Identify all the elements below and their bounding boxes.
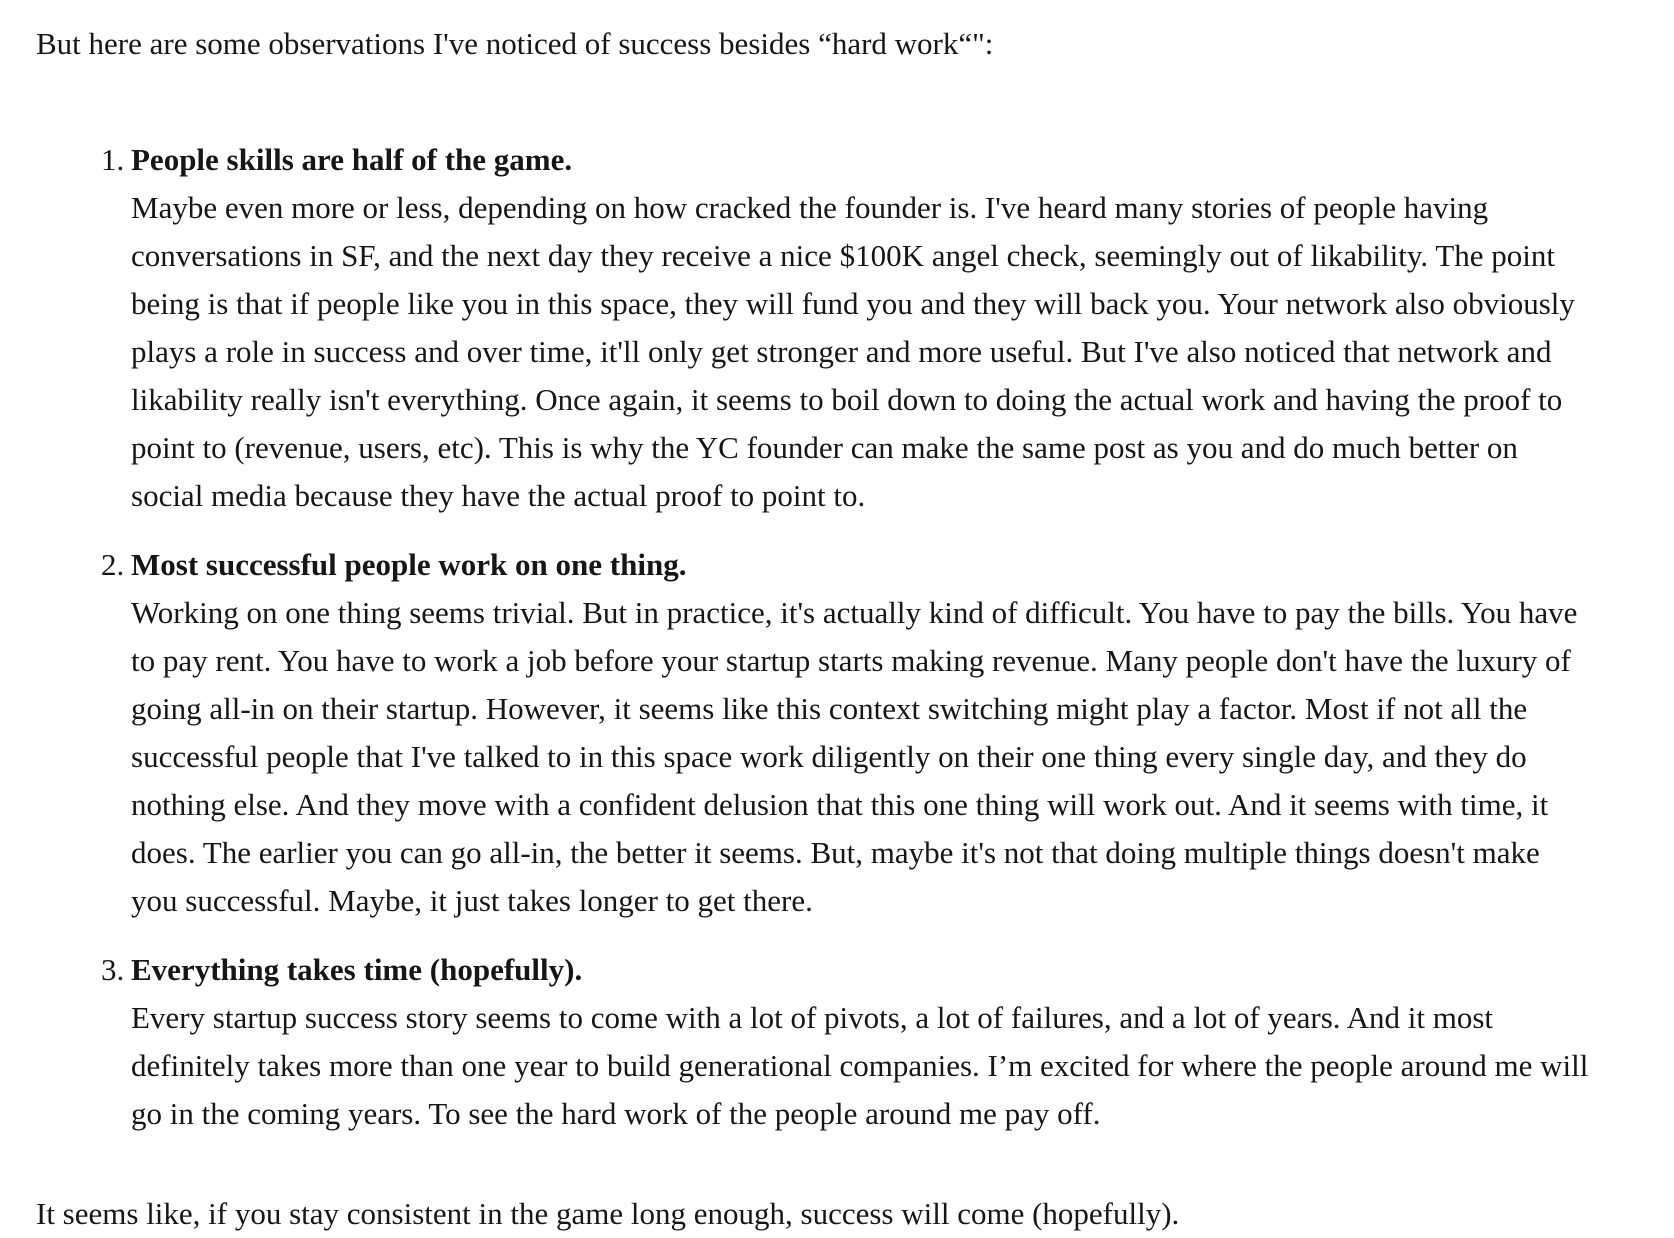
text-line: go in the coming years. To see the hard work of the people around me pay off. — [131, 1096, 1101, 1131]
text-line: social media because they have the actual proof to point to. — [131, 478, 866, 513]
text-line: Working on one thing seems trivial. But in practice, it's actually kind of difficult. You have to pay the bills. You have — [131, 595, 1578, 630]
text-line: going all-in on their startup. However, it seems like this context switching might play a factor. Most if not all the — [131, 691, 1528, 726]
observation-number: 2. — [101, 547, 125, 582]
observation-heading: Everything takes time (hopefully). — [131, 952, 583, 987]
text-line: Maybe even more or less, depending on how cracked the founder is. I've heard many stories of people having — [131, 190, 1489, 225]
text-line: likability really isn't everything. Once again, it seems to boil down to doing the actual work and having the proof to — [131, 382, 1563, 417]
observation-text — [131, 589, 1591, 925]
observation-heading: People skills are half of the game. — [131, 142, 573, 177]
text-line: to pay rent. You have to work a job before your startup starts making revenue. Many people don't have the luxury of — [131, 643, 1571, 678]
text-line: conversations in SF, and the next day they receive a nice $100K angel check, seemingly out of likability. The point — [131, 238, 1556, 273]
text-line: point to (revenue, users, etc). This is why the YC founder can make the same post as you and do much better on — [131, 430, 1518, 465]
observation-heading: Most successful people work on one thing. — [131, 547, 687, 582]
observation-text — [131, 994, 1591, 1138]
observation-text — [131, 184, 1591, 520]
text-line: successful people that I've talked to in this space work diligently on their one thing every single day, and they do — [131, 739, 1527, 774]
closing-paragraph: It seems like, if you stay consistent in the game long enough, success will come (hopefully). — [36, 1196, 1180, 1231]
text-line: you successful. Maybe, it just takes longer to get there. — [131, 883, 813, 918]
observation-number: 3. — [101, 952, 125, 987]
text-line: being is that if people like you in this space, they will fund you and they will back you. Your network also obviously — [131, 286, 1575, 321]
observation-number: 1. — [101, 142, 125, 177]
text-line: Every startup success story seems to come with a lot of pivots, a lot of failures, and a lot of years. And it most — [131, 1000, 1494, 1035]
text-line: nothing else. And they move with a confident delusion that this one thing will work out. And it seems with time, it — [131, 787, 1549, 822]
text-line: does. The earlier you can go all-in, the better it seems. But, maybe it's not that doing multiple things doesn't make — [131, 835, 1540, 870]
intro-paragraph: But here are some observations I've noticed of success besides “hard work“": — [36, 26, 994, 61]
observation-body — [131, 946, 1591, 1138]
observation-body — [131, 136, 1591, 520]
text-line: plays a role in success and over time, it'll only get stronger and more useful. But I've also noticed that network and — [131, 334, 1552, 369]
observation-body — [131, 541, 1591, 925]
text-line: definitely takes more than one year to build generational companies. I’m excited for where the people around me will — [131, 1048, 1589, 1083]
